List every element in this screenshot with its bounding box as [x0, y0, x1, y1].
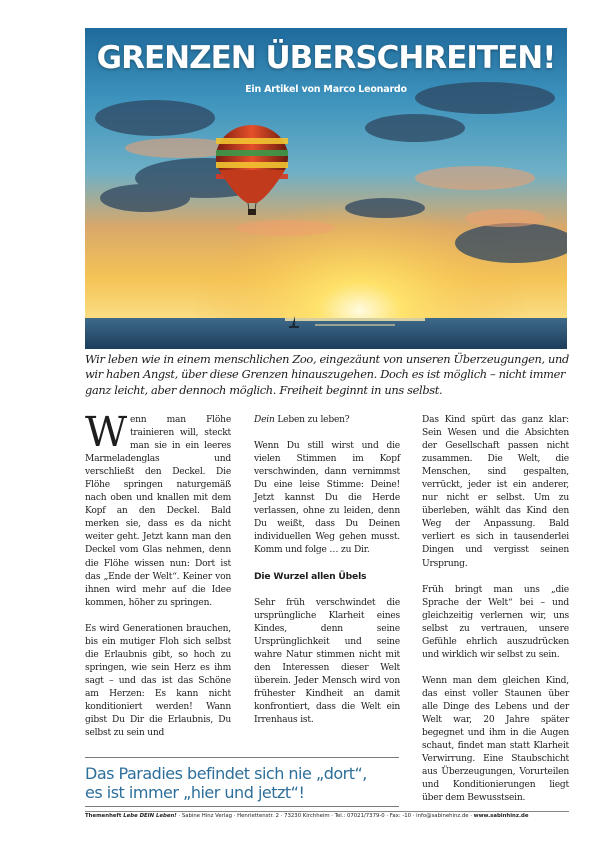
paragraph-text: enn man Flöhe trainieren will, steckt man sie in ein leeres Marmeladenglas und verschließt den Deckel. Die Flöhe springen naturgemäß nach oben und knallen mit dem Kopf an den Deckel. Bald merken sie, dass es da nicht weiter geht. Jetzt kann man den Deckel vom Glas nehmen, denn die Flöhe wissen nun: Dort ist das „Ende der Welt“. Keiner von ihnen wird mehr auf die Idee kommen, höher zu springen. [85, 415, 231, 608]
paragraph [85, 408, 231, 610]
paragraph: Früh bringt man uns „die Sprache der Welt“ bei – und gleichzeitig verlernen wir, uns selbst zu vertrauen, unsere Gefühle ehrlich auszudrücken und wirklich wir selbst zu sein. [422, 584, 569, 660]
drop-cap: W [85, 408, 127, 456]
paragraph: Wenn Du still wirst und die vielen Stimmen im Kopf verschwinden, dann vernimmst Du eine leise Stimme: Deine! Jetzt kannst Du die Herde verlassen, ohne zu leiden, denn Du weißt, dass Du Deinen individuellen Weg gehen musst. Komm und folge … zu Dir. [254, 441, 400, 556]
lead-paragraph: Wir leben wie in einem menschlichen Zoo, eingezäunt von unseren Überzeugungen, und wir haben Angst, über diese Grenzen hinauszugehen. Doch es ist möglich – nicht immer ganz leicht, aber dennoch möglich. Freiheit beginnt in uns selbst. [85, 352, 569, 397]
pull-quote [85, 764, 405, 802]
emphasis-text: Dein [254, 415, 275, 425]
pull-quote-line-1: Das Paradies befindet sich nie „dort“, [85, 764, 367, 783]
article-title: GRENZEN ÜBERSCHREITEN! [96, 40, 556, 76]
paragraph: Wenn man dem gleichen Kind, das einst voller Staunen über alle Dinge des Lebens und der Welt war, 20 Jahre später begegnet und ihm in die Augen schaut, findet man statt Klarheit Verwirrung. Eine Staubschicht aus Überzeugungen, Vorurteilen und Konditionierungen liegt über dem Bewusstsein. [422, 675, 569, 804]
footer-prefix: Themenheft [85, 813, 124, 819]
paragraph: Das Kind spürt das ganz klar: Sein Wesen und die Absichten der Gesellschaft passen nicht zusammen. Die Welt, die Menschen, sind gespalten, verrückt, jeder ist ein anderer, nur nicht er selbst. Um zu überleben, wählt das Kind den Weg der Anpassung. Bald verliert es sich in tausenderlei Dingen und vergisst seinen Ursprung. [422, 415, 569, 569]
paragraph-text: Leben zu leben? [274, 415, 350, 425]
footer-details: · Sabine Hinz Verlag · Henriettenstr. 2 · 73230 Kirchheim · Tel.: 07021/7379-0 · Fax: -10 · info@sabinehinz.de · [176, 813, 474, 819]
paragraph: Es wird Generationen brauchen, bis ein mutiger Floh sich selbst die Erlaubnis gibt, so hoch zu springen, wie sein Herz es ihm sagt – und das ist das Schöne am Herzen: Es kann nicht konditioniert werden! Wann gibst Du Dir die Erlaubnis, Du selbst zu sein und [85, 623, 231, 739]
footer-magazine: Lebe DEIN Leben! [123, 813, 177, 819]
paragraph: Sehr früh verschwindet die ursprüngliche Klarheit eines Kindes, denn seine Ursprünglichkeit und seine wahre Natur stimmen nicht mit den Interessen dieser Welt überein. Jeder Mensch wird von frühester Kindheit an damit konfrontiert, dass die Welt ein Irrenhaus ist. [254, 597, 400, 725]
hero-image [85, 28, 567, 349]
footer-rule [85, 811, 569, 812]
pull-quote-line-2: es ist immer „hier und jetzt“! [85, 783, 305, 802]
footer [85, 813, 571, 819]
sunset-balloon-photo [85, 28, 567, 349]
paragraph [254, 414, 400, 427]
text-column-2 [254, 414, 400, 740]
text-column-3 [422, 414, 569, 818]
footer-website[interactable]: www.sabinhinz.de [473, 813, 529, 819]
subheading: Die Wurzel allen Übels [254, 571, 367, 583]
quote-rule-top [85, 757, 399, 758]
text-column-1 [85, 408, 231, 753]
quote-rule-bottom [85, 806, 399, 807]
article-byline: Ein Artikel von Marco Leonardo [245, 84, 407, 95]
